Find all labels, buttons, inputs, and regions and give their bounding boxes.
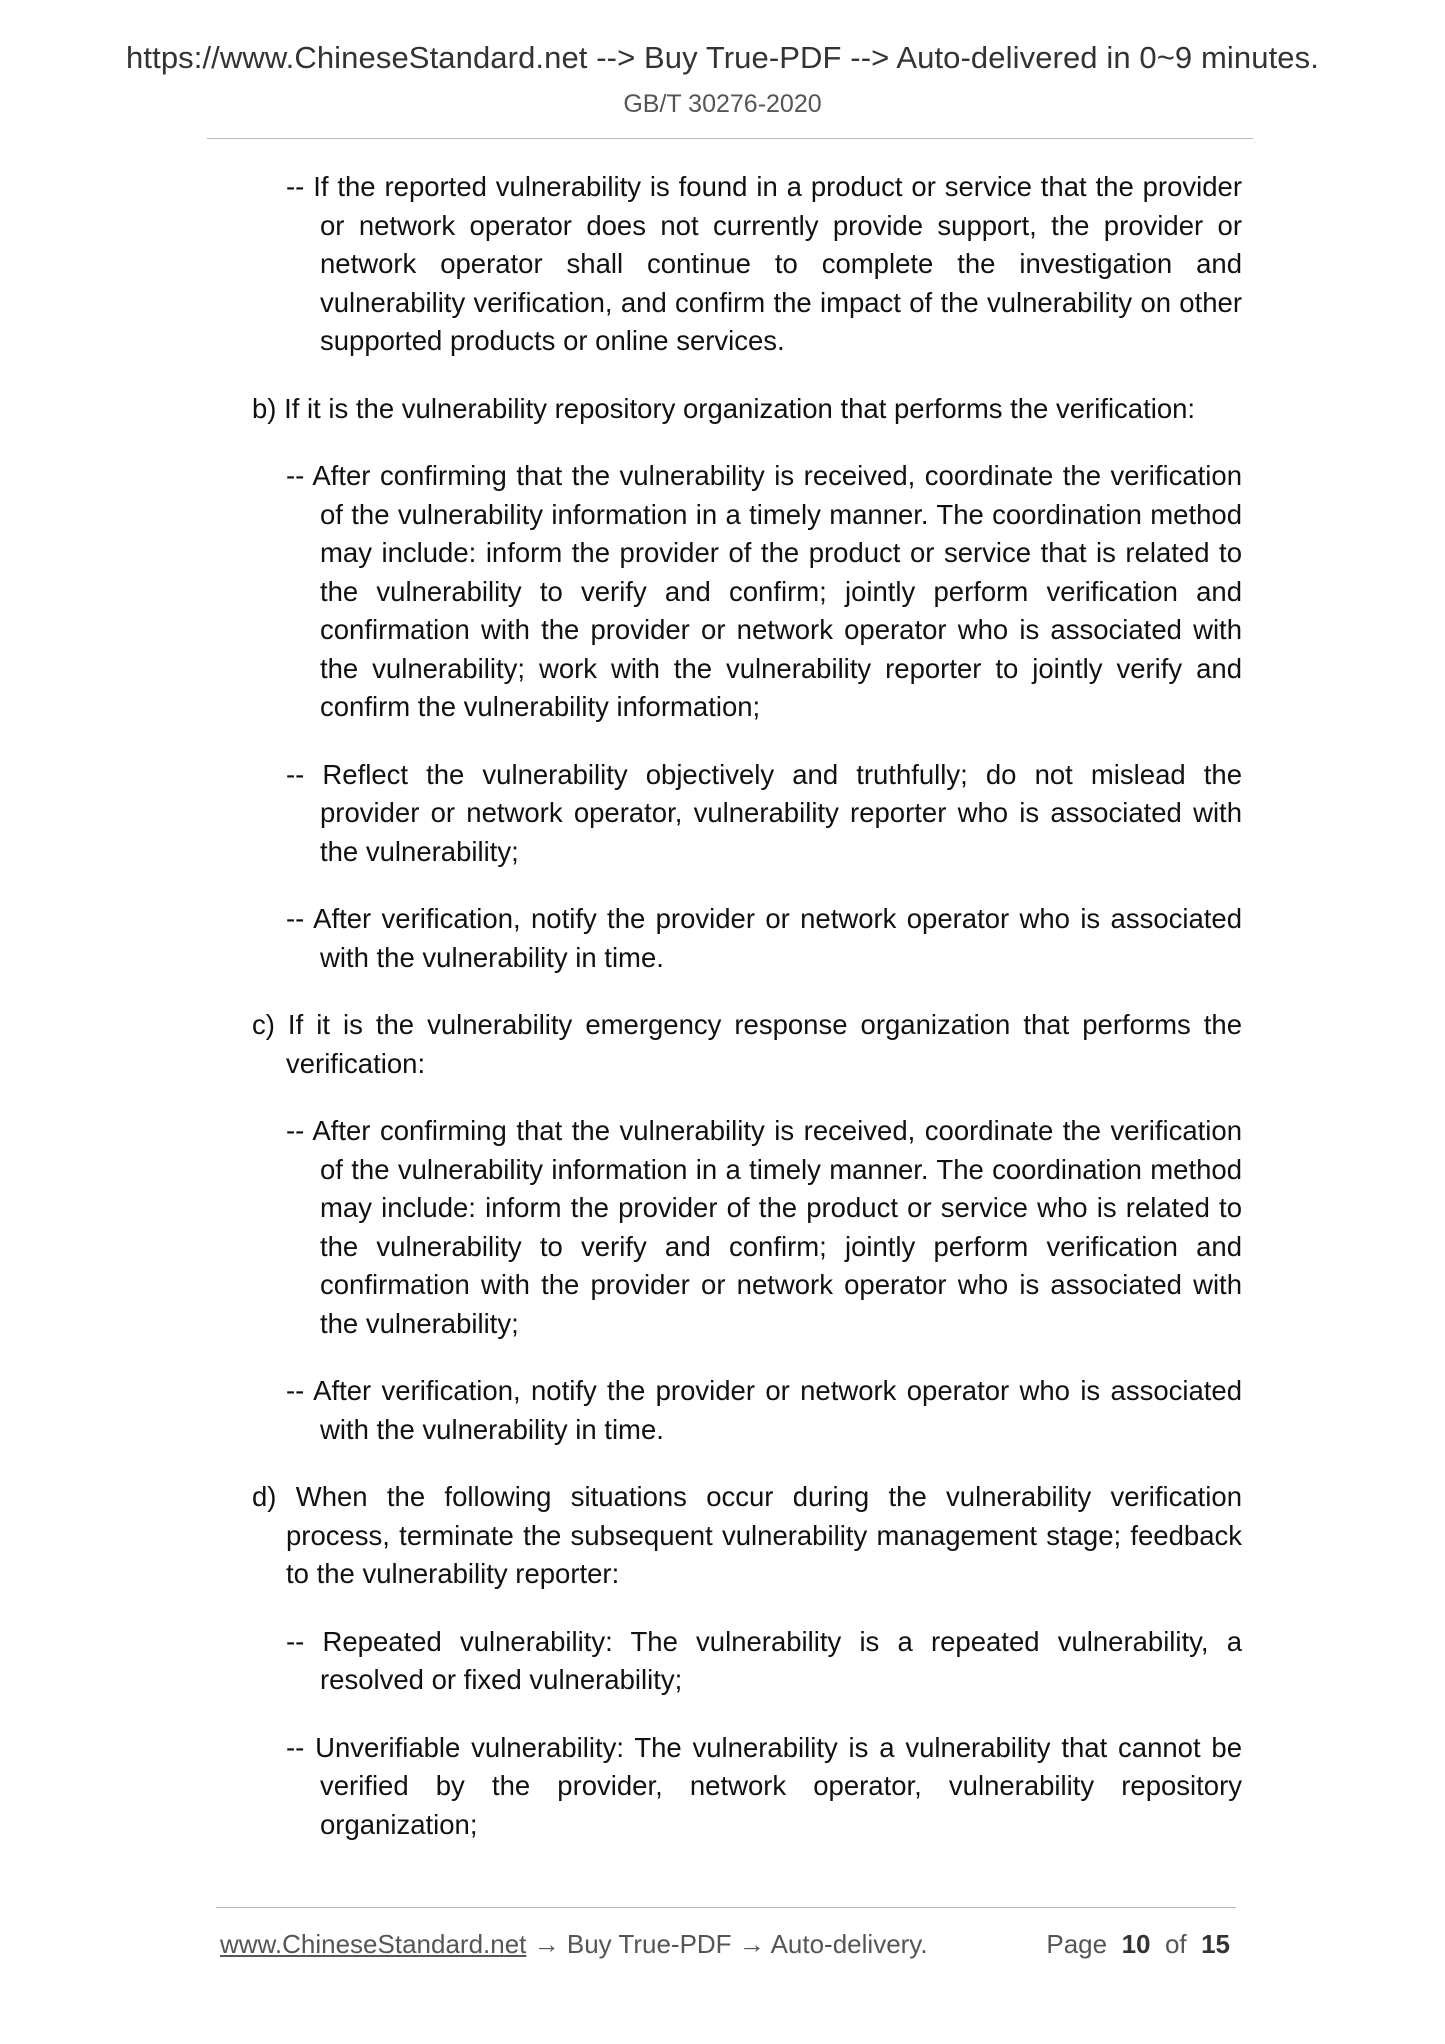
- bullet-b2: -- Reflect the vulnerability objectively and truthfully; do not mislead the provider or network operator, vulnerability reporter who is associated with the vulnerability;: [286, 758, 1242, 867]
- bullet-d2: -- Unverifiable vulnerability: The vulnerability is a vulnerability that cannot be verified by the provider, network operator, vulnerability repository organization;: [286, 1731, 1242, 1840]
- item-b: b) If it is the vulnerability repository organization that performs the verification:: [252, 392, 1196, 424]
- page-label: Page: [1046, 1929, 1108, 1959]
- page-number: 10: [1121, 1929, 1151, 1959]
- of-label: of: [1164, 1929, 1187, 1959]
- footer-left: [220, 1929, 928, 1960]
- footer-tagline: → Buy True-PDF → Auto-delivery.: [526, 1929, 928, 1959]
- header-url-line: https://www.ChineseStandard.net --> Buy True-PDF --> Auto-delivered in 0~9 minutes.: [126, 40, 1319, 75]
- page-total: 15: [1201, 1929, 1230, 1959]
- standard-code: GB/T 30276-2020: [623, 90, 822, 118]
- bullet-d1: -- Repeated vulnerability: The vulnerability is a repeated vulnerability, a resolved or fixed vulnerability;: [286, 1625, 1242, 1695]
- footer-divider: [216, 1907, 1236, 1908]
- footer-site-link[interactable]: www.ChineseStandard.net: [220, 1929, 527, 1959]
- page-indicator: [1046, 1929, 1230, 1960]
- bullet-unsupported-product: -- If the reported vulnerability is found in a product or service that the provider or network operator does not currently provide support, the provider or network operator shall continue to complete the investigation and vulnerability verification, and confirm the impact of the vulnerability on other supported products or online services.: [286, 171, 1242, 356]
- header-divider: [207, 138, 1253, 139]
- item-c: c) If it is the vulnerability emergency response organization that performs the verification:: [252, 1009, 1242, 1079]
- document-body: [252, 168, 1242, 1873]
- bullet-b3: -- After verification, notify the provider or network operator who is associated with the vulnerability in time.: [286, 903, 1242, 973]
- bullet-c2: -- After verification, notify the provider or network operator who is associated with the vulnerability in time.: [286, 1375, 1242, 1445]
- bullet-c1: -- After confirming that the vulnerability is received, coordinate the verification of the vulnerability information in a timely manner. The coordination method may include: inform the provider of the product or service who is related to the vulnerability to verify and confirm; jointly perform verification and confirmation with the provider or network operator who is associated with the vulnerability;: [286, 1115, 1242, 1339]
- bullet-b1: -- After confirming that the vulnerability is received, coordinate the verification of the vulnerability information in a timely manner. The coordination method may include: inform the provider of the product or service that is related to the vulnerability to verify and confirm; jointly perform verification and confirmation with the provider or network operator who is associated with the vulnerability; work with the vulnerability reporter to jointly verify and confirm the vulnerability information;: [286, 460, 1242, 722]
- item-d: d) When the following situations occur during the vulnerability verification process, terminate the subsequent vulnerability management stage; feedback to the vulnerability reporter:: [252, 1481, 1242, 1589]
